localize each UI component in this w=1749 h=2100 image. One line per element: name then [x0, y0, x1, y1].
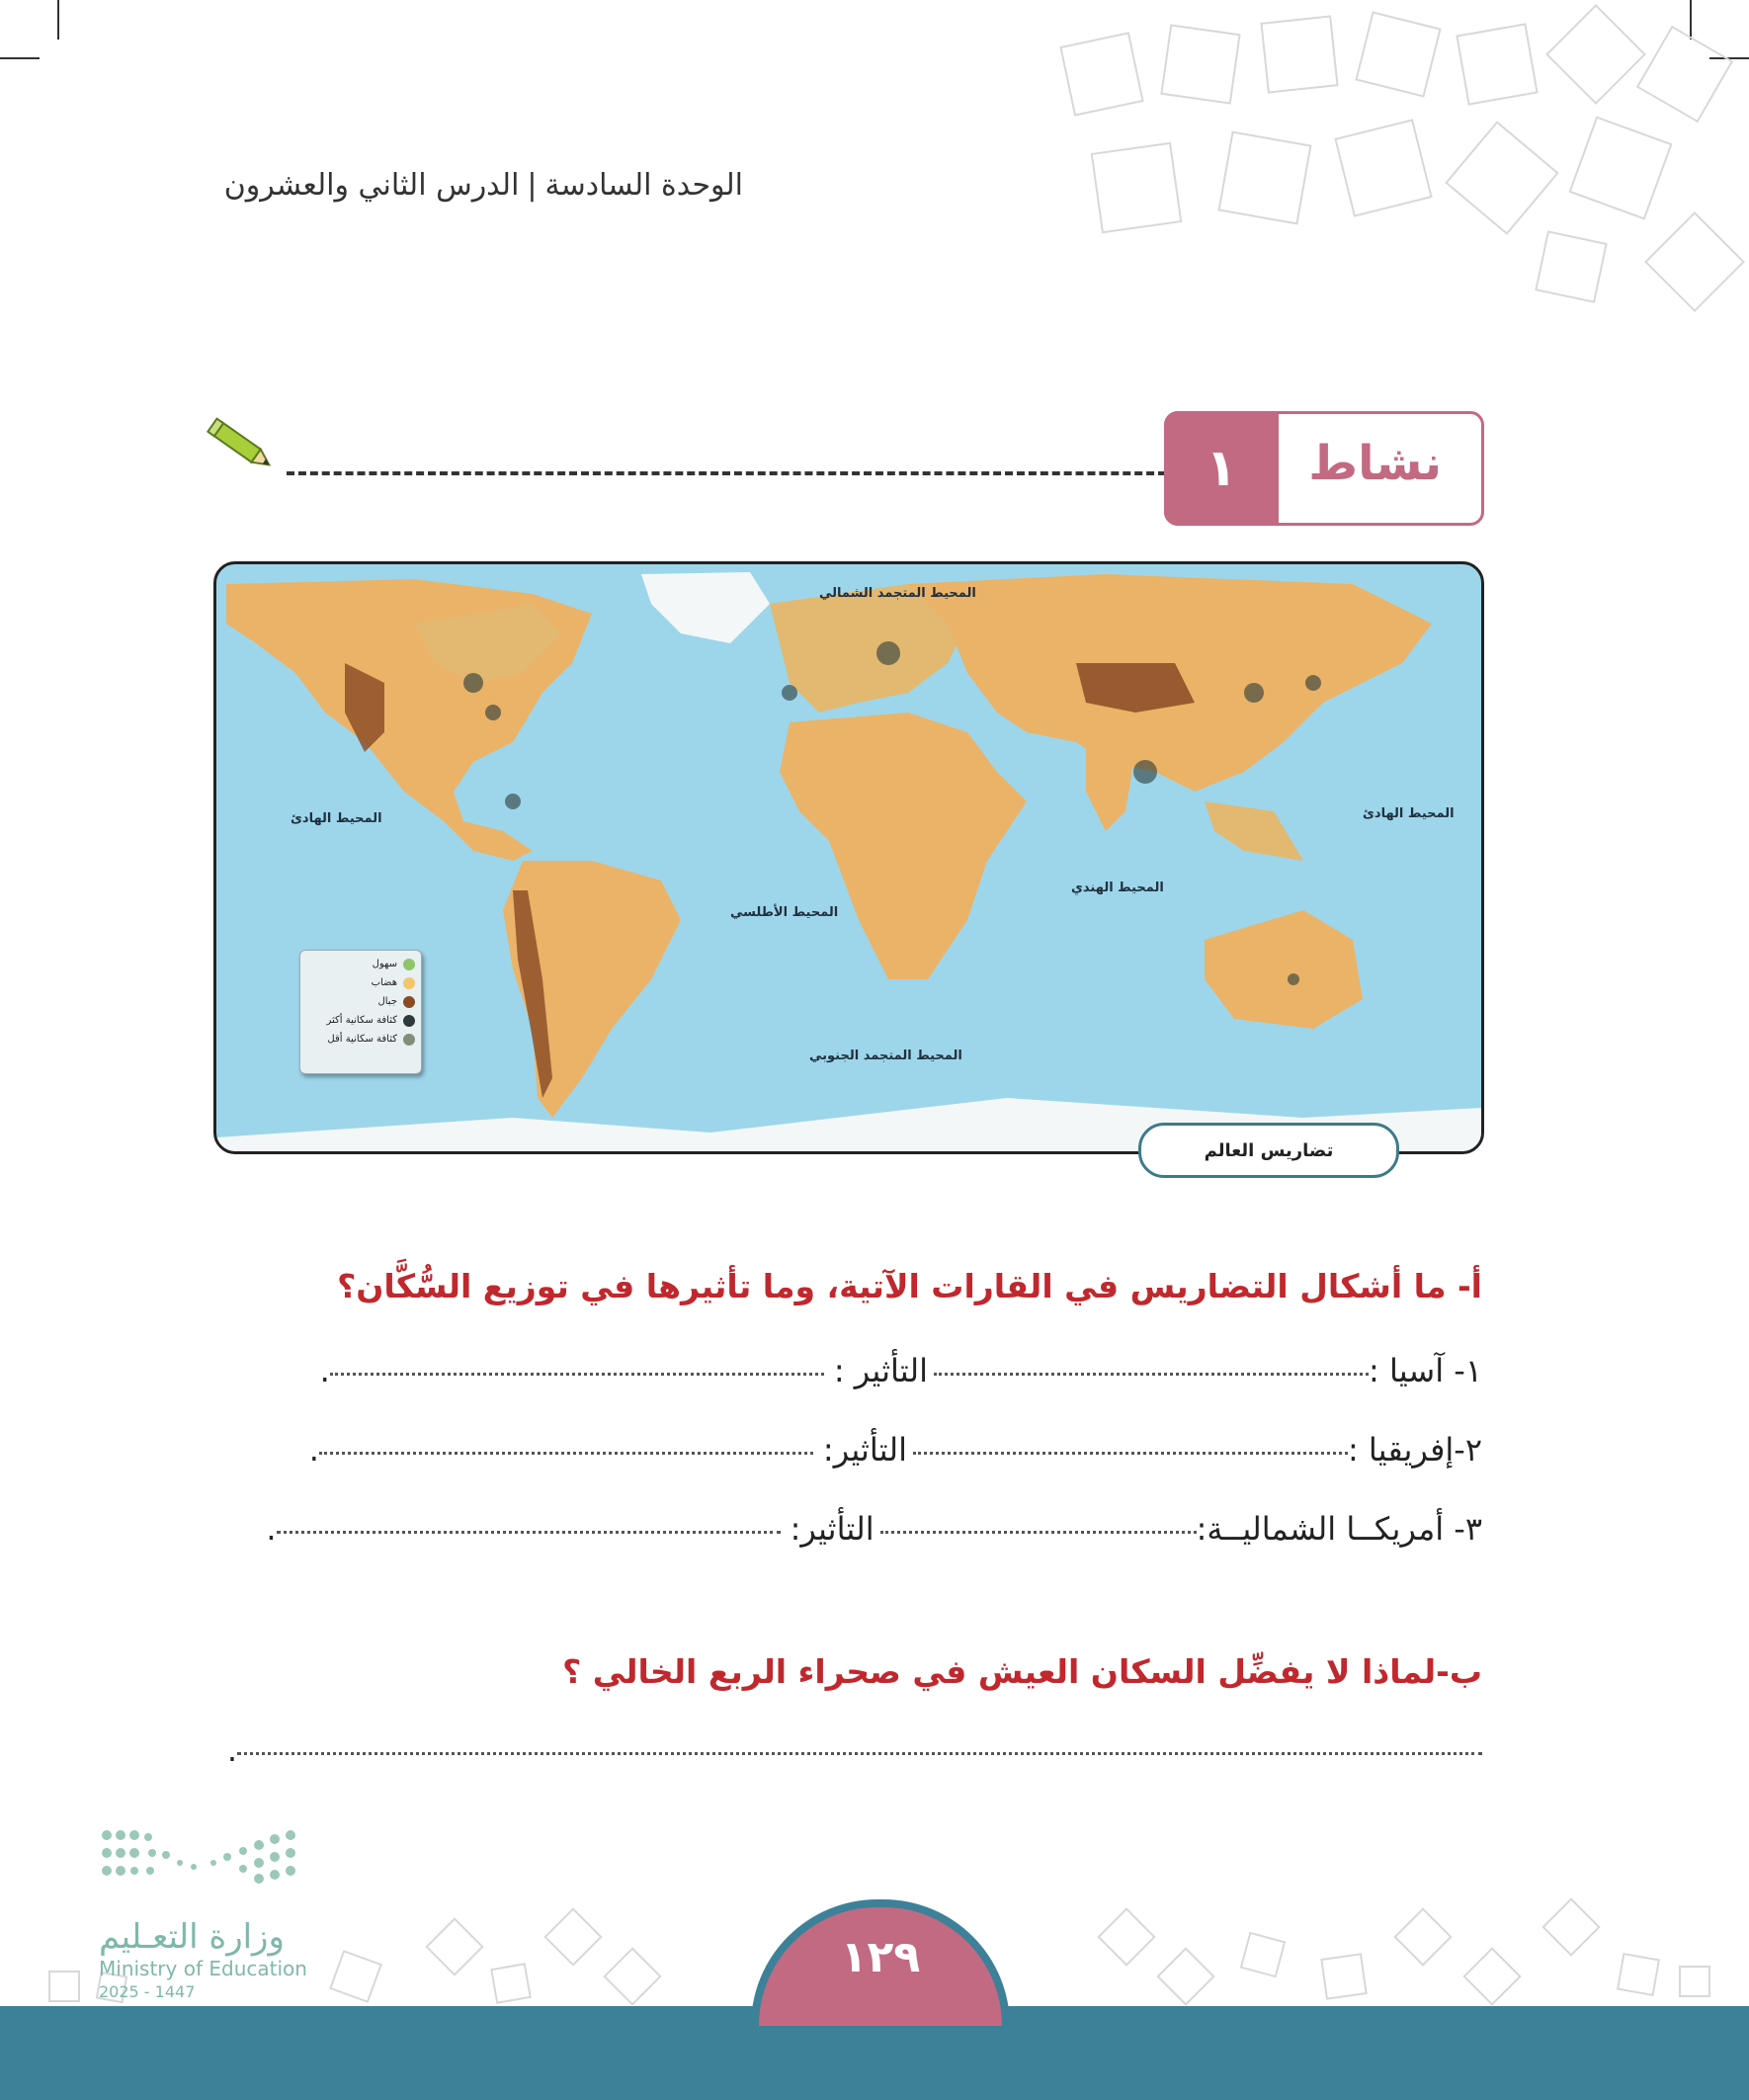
ocean-label-pacific-west: المحيط الهادئ: [291, 811, 382, 826]
answer-row-asia: [217, 1352, 1482, 1389]
map-caption: تضاريس العالم: [1138, 1123, 1399, 1178]
question-b-title: ب-لماذا لا يفضِّل السكان العيش في صحراء الربع الخالي ؟: [562, 1652, 1482, 1691]
activity-number: ١: [1164, 411, 1279, 526]
legend-label: كثافة سكانية أكثر: [326, 1015, 397, 1026]
effect-label: التأثير :: [833, 1352, 929, 1389]
answer-row-africa: [217, 1431, 1482, 1469]
continent-label: ٢-إفريقيا :: [1347, 1431, 1482, 1469]
effect-label: التأثير:: [790, 1510, 874, 1548]
header-separator: |: [527, 168, 538, 203]
legend-label: سهول: [372, 959, 397, 969]
end-mark: .: [308, 1431, 319, 1469]
question-a-title: أ- ما أشكال التضاريس في القارات الآتية، وما تأثيرها في توزيع السُّكَّان؟: [337, 1267, 1482, 1305]
ministry-name-english: Ministry of Education: [99, 1957, 307, 1980]
ocean-label-pacific-east: المحيط الهادئ: [1363, 806, 1455, 821]
legend-item: [306, 1030, 415, 1049]
legend-item: [306, 992, 415, 1011]
legend-swatch: [403, 996, 415, 1008]
continent-label: ٣- أمريكــا الشماليــة:: [1196, 1510, 1482, 1548]
ocean-label-atlantic: المحيط الأطلسي: [730, 905, 839, 920]
answer-row-b: [217, 1731, 1482, 1769]
legend-item: [306, 1011, 415, 1030]
pencil-icon: [203, 410, 282, 479]
ocean-label-southern: المحيط المتجمد الجنوبي: [809, 1049, 962, 1063]
continent-label: ١- آسيا :: [1369, 1352, 1482, 1389]
legend-label: هضاب: [371, 977, 397, 988]
world-relief-map: [213, 561, 1484, 1154]
ocean-label-indian: المحيط الهندي: [1071, 881, 1164, 895]
crop-mark: [57, 0, 59, 40]
ministry-logo-icon: [95, 1823, 312, 1912]
answer-blank[interactable]: [277, 1531, 781, 1534]
dashed-divider: [287, 471, 1166, 475]
effect-label: التأثير:: [822, 1431, 907, 1469]
end-mark: .: [266, 1510, 277, 1548]
page-number: ١٢٩: [840, 1932, 921, 1982]
activity-label: نشاط: [1308, 436, 1442, 491]
ocean-label-arctic: المحيط المتجمد الشمالي: [819, 586, 976, 601]
legend-swatch: [403, 959, 415, 970]
unit-title: الوحدة السادسة: [544, 168, 743, 203]
activity-badge: [1164, 411, 1484, 526]
lesson-header: [224, 168, 743, 203]
answer-blank[interactable]: [330, 1373, 824, 1376]
end-mark: .: [319, 1352, 330, 1389]
answer-blank[interactable]: [319, 1452, 813, 1455]
answer-blank[interactable]: [913, 1452, 1348, 1455]
legend-swatch: [403, 1015, 415, 1027]
end-mark: .: [226, 1731, 237, 1769]
lesson-title: الدرس الثاني والعشرون: [223, 168, 520, 203]
legend-label: كثافة سكانية أقل: [327, 1034, 397, 1045]
legend-item: [306, 973, 415, 992]
legend-swatch: [403, 977, 415, 989]
legend-swatch: [403, 1034, 415, 1046]
ministry-name-arabic: وزارة التعـليم: [99, 1917, 285, 1957]
answer-row-north-america: [217, 1510, 1482, 1548]
answer-blank[interactable]: [880, 1531, 1197, 1534]
legend-label: جبال: [377, 996, 397, 1007]
map-legend: [299, 950, 422, 1074]
decorative-pattern: [1028, 0, 1749, 326]
answer-blank[interactable]: [237, 1752, 1482, 1755]
legend-item: [306, 955, 415, 973]
crop-mark: [0, 57, 40, 59]
edition-year: 2025 - 1447: [99, 1982, 196, 2001]
answer-blank[interactable]: [934, 1373, 1369, 1376]
